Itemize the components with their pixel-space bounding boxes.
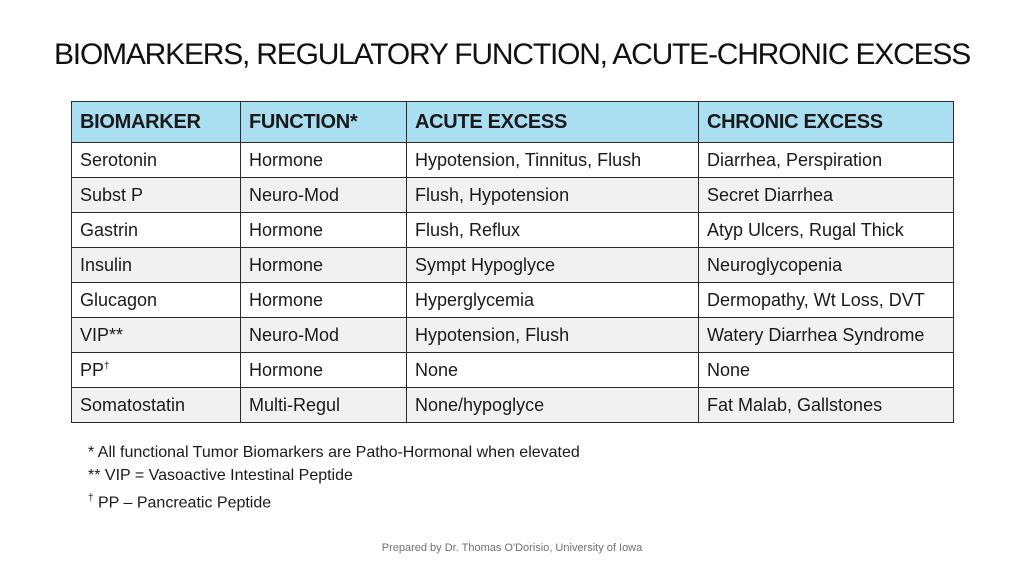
header-acute-excess: ACUTE EXCESS (407, 102, 699, 143)
cell-chronic: Secret Diarrhea (699, 178, 954, 213)
cell-chronic: Watery Diarrhea Syndrome (699, 318, 954, 353)
footnote-pp (88, 487, 580, 514)
cell-acute: Sympt Hypoglyce (407, 248, 699, 283)
biomarker-table (71, 101, 954, 423)
cell-biomarker: Insulin (72, 248, 241, 283)
cell-acute: None/hypoglyce (407, 388, 699, 423)
cell-function: Neuro-Mod (241, 318, 407, 353)
table-row (72, 213, 954, 248)
cell-function: Hormone (241, 353, 407, 388)
cell-acute: Hypotension, Tinnitus, Flush (407, 143, 699, 178)
cell-acute: Flush, Reflux (407, 213, 699, 248)
footnotes (88, 441, 580, 514)
cell-function: Hormone (241, 248, 407, 283)
footnote-functional: * All functional Tumor Biomarkers are Patho-Hormonal when elevated (88, 444, 580, 461)
cell-chronic: Dermopathy, Wt Loss, DVT (699, 283, 954, 318)
cell-biomarker: Glucagon (72, 283, 241, 318)
cell-acute: Hypotension, Flush (407, 318, 699, 353)
table-row (72, 283, 954, 318)
header-chronic-excess: CHRONIC EXCESS (699, 102, 954, 143)
header-function: FUNCTION* (241, 102, 407, 143)
footer-credit: Prepared by Dr. Thomas O'Dorisio, University of Iowa (381, 542, 643, 554)
cell-acute: Flush, Hypotension (407, 178, 699, 213)
cell-chronic: Atyp Ulcers, Rugal Thick (699, 213, 954, 248)
cell-biomarker: Gastrin (72, 213, 241, 248)
cell-chronic: Fat Malab, Gallstones (699, 388, 954, 423)
table-row (72, 248, 954, 283)
cell-biomarker: VIP** (72, 318, 241, 353)
cell-biomarker: Subst P (72, 178, 241, 213)
cell-biomarker: Serotonin (72, 143, 241, 178)
table-row (72, 143, 954, 178)
header-biomarker: BIOMARKER (72, 102, 241, 143)
cell-biomarker-text: PP (80, 359, 105, 380)
cell-function: Hormone (241, 283, 407, 318)
cell-acute: Hyperglycemia (407, 283, 699, 318)
table-row (72, 353, 954, 388)
dagger-mark: † (104, 360, 110, 372)
cell-function: Hormone (241, 143, 407, 178)
cell-biomarker: Somatostatin (72, 388, 241, 423)
table-row (72, 178, 954, 213)
cell-chronic: Diarrhea, Perspiration (699, 143, 954, 178)
footnote-vip: ** VIP = Vasoactive Intestinal Peptide (88, 467, 353, 484)
cell-chronic: None (699, 353, 954, 388)
cell-function: Multi-Regul (241, 388, 407, 423)
cell-acute: None (407, 353, 699, 388)
cell-function: Neuro-Mod (241, 178, 407, 213)
cell-function: Hormone (241, 213, 407, 248)
cell-chronic: Neuroglycopenia (699, 248, 954, 283)
table-header-row (72, 102, 954, 143)
footnote-pp-text: PP – Pancreatic Peptide (93, 494, 272, 512)
slide-title: BIOMARKERS, REGULATORY FUNCTION, ACUTE-CHRONIC EXCESS (54, 38, 970, 71)
cell-biomarker (72, 353, 241, 388)
dagger-mark: † (88, 493, 94, 504)
table-row (72, 318, 954, 353)
table-row (72, 388, 954, 423)
